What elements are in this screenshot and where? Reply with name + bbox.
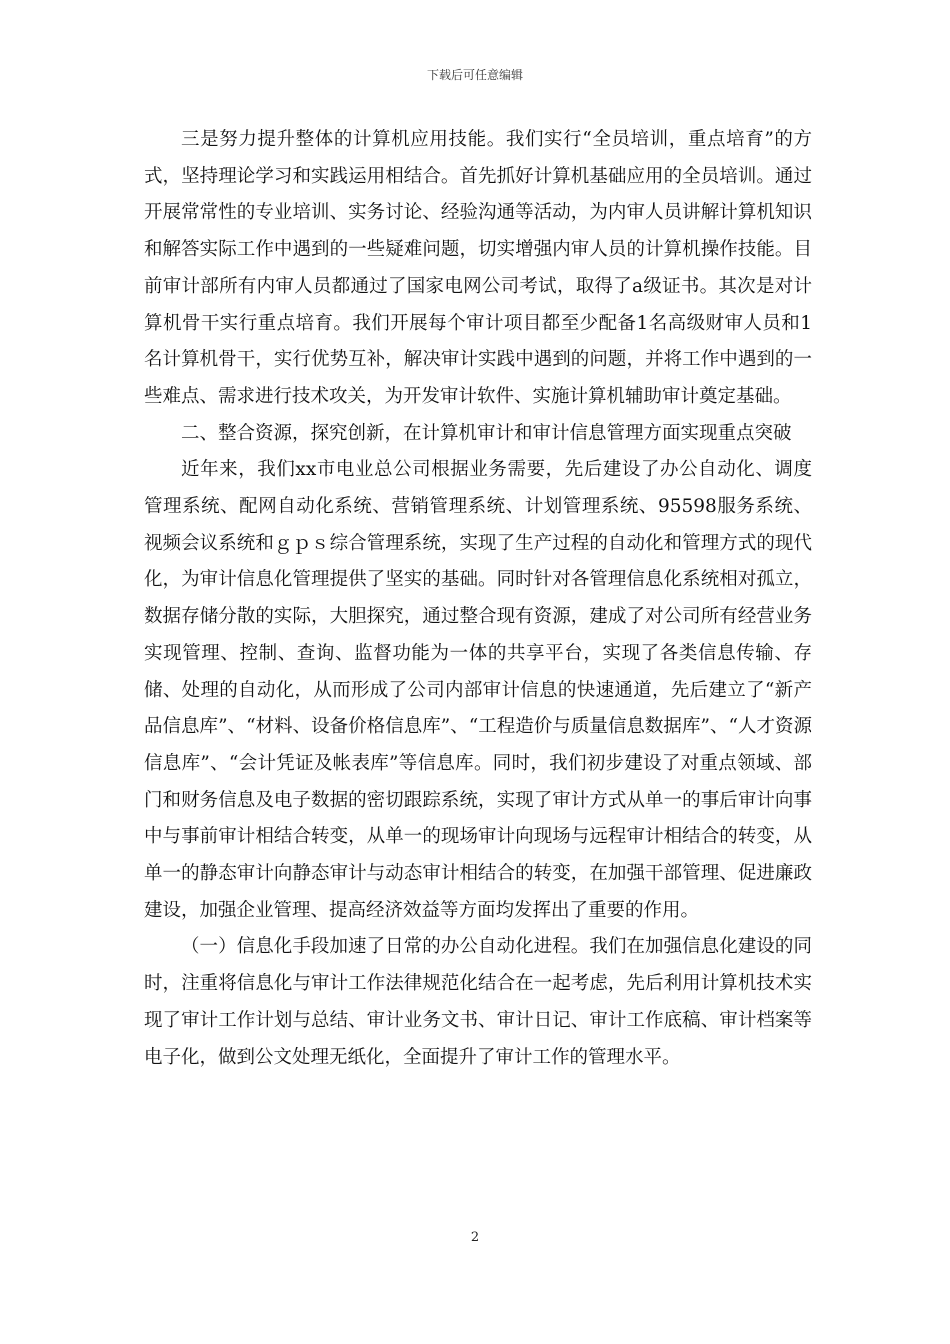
paragraph-computer-skills: 三是努力提升整体的计算机应用技能。我们实行“全员培训，重点培育”的方式，坚持理论学习和实践运用相结合。首先抓好计算机基础应用的全员培训。通过开展常常性的专业培训、实务讨论、经验沟通等活动，为内审人员讲解计算机知识和解答实际工作中遇到的一些疑难问题，切实增强内审人员的计算机操作技能。目前审计部所有内审人员都通过了国家电网公司考试，取得了a级证书。其次是对计算机骨干实行重点培育。我们开展每个审计项目都至少配备1名高级财审人员和1名计算机骨干，实行优势互补，解决审计实践中遇到的问题，并将工作中遇到的一些难点、需求进行技术攻关，为开发审计软件、实施计算机辅助审计奠定基础。 (144, 129, 812, 407)
section-heading-resources: 二、整合资源，探究创新，在计算机审计和审计信息管理方面实现重点突破 (181, 422, 792, 444)
page-header: 下载后可任意编辑 (426, 68, 523, 82)
document-body (144, 122, 812, 1076)
page-number: 2 (470, 1230, 480, 1245)
paragraph-office-automation: （一）信息化手段加速了日常的办公自动化进程。我们在加强信息化建设的同时，注重将信息化与审计工作法律规范化结合在一起考虑，先后利用计算机技术实现了审计工作计划与总结、审计业务文书、审计日记、审计工作底稿、审计档案等电子化，做到公文处理无纸化，全面提升了审计工作的管理水平。 (144, 936, 812, 1068)
paragraph-information-systems: 近年来，我们xx市电业总公司根据业务需要，先后建设了办公自动化、调度管理系统、配网自动化系统、营销管理系统、计划管理系统、95598服务系统、视频会议系统和ｇｐｓ综合管理系统，实现了生产过程的自动化和管理方式的现代化，为审计信息化管理提供了坚实的基础。同时针对各管理信息化系统相对孤立，数据存储分散的实际，大胆探究，通过整合现有资源，建成了对公司所有经营业务实现管理、控制、查询、监督功能为一体的共享平台，实现了各类信息传输、存储、处理的自动化，从而形成了公司内部审计信息的快速通道，先后建立了“新产品信息库”、“材料、设备价格信息库”、“工程造价与质量信息数据库”、“人才资源信息库”、“会计凭证及帐表库”等信息库。同时，我们初步建设了对重点领域、部门和财务信息及电子数据的密切跟踪系统，实现了审计方式从单一的事后审计向事中与事前审计相结合转变，从单一的现场审计向现场与远程审计相结合的转变，从单一的静态审计向静态审计与动态审计相结合的转变，在加强干部管理、促进廉政建设，加强企业管理、提高经济效益等方面均发挥出了重要的作用。 (144, 459, 812, 921)
